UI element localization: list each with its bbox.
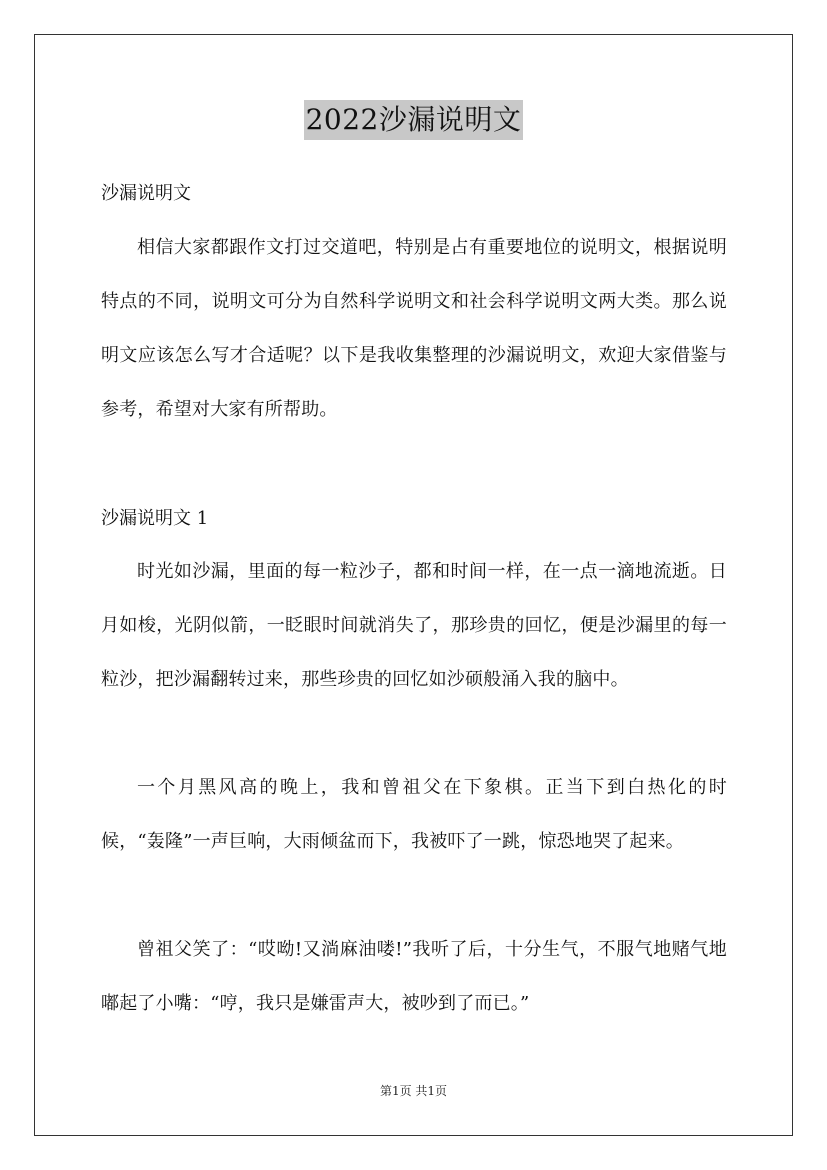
intro-paragraph: 相信大家都跟作文打过交道吧，特别是占有重要地位的说明文，根据说明特点的不同，说明文可分为自然科学说明文和社会科学说明文两大类。那么说明文应该怎么写才合适呢？以下是我收集整理的沙漏说明文，欢迎大家借鉴与参考，希望对大家有所帮助。: [101, 237, 727, 420]
body-paragraph-3: 曾祖父笑了：“哎呦!又淌麻油喽!”我听了后，十分生气，不服气地赌气地嘟起了小嘴：“哼，我只是嫌雷声大，被吵到了而已。”: [101, 939, 727, 1014]
body-paragraph-2: 一个月黑风高的晚上，我和曾祖父在下象棋。正当下到白热化的时候，“轰隆”一声巨响，大雨倾盆而下，我被吓了一跳，惊恐地哭了起来。: [101, 777, 727, 852]
document-title: 2022沙漏说明文: [304, 100, 524, 140]
body-paragraph-1: 时光如沙漏，里面的每一粒沙子，都和时间一样，在一点一滴地流逝。日月如梭，光阴似箭，一眨眼时间就消失了，那珍贵的回忆，便是沙漏里的每一粒沙，把沙漏翻转过来，那些珍贵的回忆如沙硕般涌入我的脑中。: [101, 561, 727, 690]
page-footer: 第1页 共1页: [379, 1084, 448, 1098]
article-heading: 沙漏说明文 1: [101, 508, 209, 529]
title-container: [0, 100, 827, 140]
section-heading: 沙漏说明文: [101, 183, 191, 204]
